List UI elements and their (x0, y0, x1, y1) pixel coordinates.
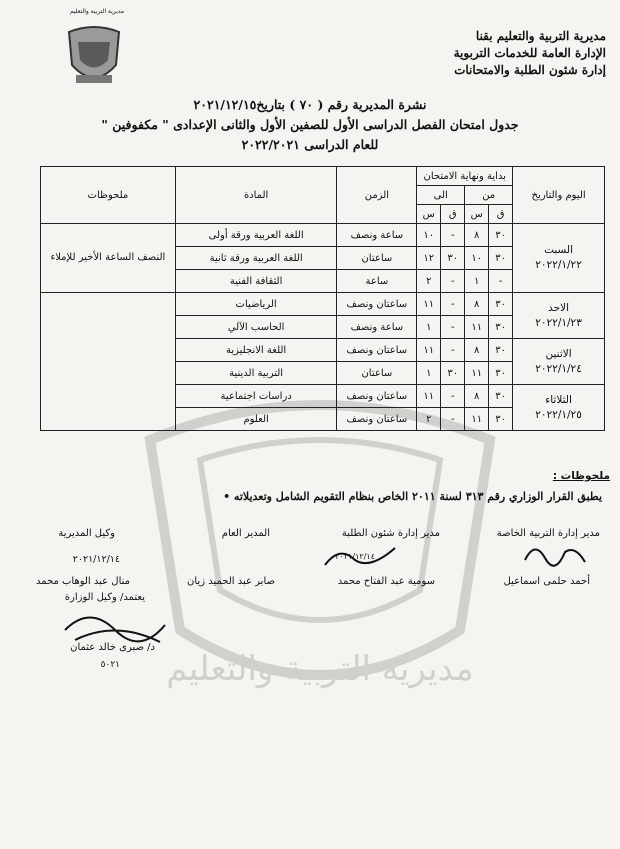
svg-text:مديرية التربية والتعليم: مديرية التربية والتعليم (166, 649, 474, 689)
header-start-end: بداية ونهاية الامتحان (417, 167, 513, 186)
duration: ساعتان ونصف (337, 385, 417, 408)
footer-number: ٥٠٢١ (100, 660, 120, 670)
header-notes: ملحوظات (41, 167, 176, 224)
day-date: ٢٠٢٢/١/٢٢ (535, 259, 582, 271)
signature-title: مدير إدارة شئون الطلبة (341, 528, 440, 539)
subject: التربية الدينية (175, 362, 337, 385)
subject: اللغة العربية ورقة أولى (175, 224, 337, 247)
ministry-logo-icon (64, 20, 124, 90)
duration: ساعتان ونصف (337, 408, 417, 431)
day-date: ٢٠٢٢/١/٢٤ (535, 362, 582, 375)
to-s: ١١ (417, 385, 441, 408)
signature-title: المدير العام (221, 528, 270, 539)
header-line-1: مديرية التربية والتعليم بقنا (475, 29, 606, 43)
header-from-s: س (465, 205, 489, 224)
to-s: ١٢ (417, 247, 441, 270)
signature-name: أحمد حلمى اسماعيل (503, 576, 590, 587)
subject: الرياضيات (175, 293, 337, 316)
to-q: - (441, 385, 465, 408)
from-s: ١١ (465, 362, 489, 385)
signature-title: وكيل المديرية (58, 528, 115, 539)
from-q: ٣٠ (489, 316, 513, 339)
to-q: - (441, 270, 465, 293)
subject: دراسات اجتماعية (175, 385, 337, 408)
to-q: ٣٠ (441, 362, 465, 385)
header-line-2: الإدارة العامة للخدمات التربوية (453, 46, 606, 60)
header-to: الى (417, 186, 465, 205)
from-q: ٣٠ (489, 339, 513, 362)
day-cell (513, 293, 605, 339)
subject: الحاسب الآلي (175, 316, 337, 339)
to-q: - (441, 339, 465, 362)
signature-name: سومية عبد الفتاح محمد (337, 576, 435, 587)
to-s: ٢ (417, 408, 441, 431)
from-q: - (489, 270, 513, 293)
duration: ساعة ونصف (337, 316, 417, 339)
day-date: ٢٠٢٢/١/٢٣ (535, 316, 582, 329)
signature-name: منال عبد الوهاب محمد (35, 576, 130, 587)
signature-scribble (60, 600, 170, 650)
duration: ساعتان (337, 362, 417, 385)
signature-title: مدير إدارة التربية الخاصة (496, 528, 600, 539)
to-q: - (441, 293, 465, 316)
approval-name: د/ صبرى خالد عثمان (70, 642, 155, 653)
approval-date: ٢٠٢١/١٢/١٤ (72, 554, 120, 565)
from-s: ١٠ (465, 247, 489, 270)
to-q: - (441, 316, 465, 339)
to-s: ١ (417, 362, 441, 385)
duration: ساعتان (337, 247, 417, 270)
from-q: ٣٠ (489, 293, 513, 316)
from-s: ٨ (465, 293, 489, 316)
table-row (41, 224, 605, 247)
day-date: ٢٠٢٢/١/٢٥ (535, 408, 582, 421)
exam-schedule-table (40, 166, 605, 431)
schedule-title: جدول امتحان الفصل الدراسى الأول للصفين الأول والثانى الإعدادى " مكفوفين " (101, 117, 519, 132)
duration: ساعة ونصف (337, 224, 417, 247)
day-name: الاثنين (545, 347, 572, 360)
to-q: ٣٠ (441, 247, 465, 270)
header-day-date: اليوم والتاريخ (513, 167, 605, 224)
approval-text: يعتمد/ وكيل الوزارة (64, 592, 145, 603)
approval-date-2: ٢٠٢١/١٢/١٤ (335, 552, 375, 561)
day-name: السبت (544, 244, 574, 256)
header-block (406, 28, 606, 79)
bulletin-title: نشرة المديرية رقم ( ٧٠ ) بتاريخ٢٠٢١/١٢/١٥ (193, 97, 427, 112)
to-s: ١٠ (417, 224, 441, 247)
from-q: ٣٠ (489, 362, 513, 385)
header-subject: المادة (175, 167, 337, 224)
header-from-q: ق (489, 205, 513, 224)
to-s: ١١ (417, 293, 441, 316)
signature-scribble (320, 540, 400, 570)
from-s: ٨ (465, 385, 489, 408)
from-s: ٨ (465, 224, 489, 247)
header-line-3: إدارة شئون الطلبة والامتحانات (454, 63, 606, 77)
school-year-title: للعام الدراسى ٢٠٢٢/٢٠٢١ (241, 137, 379, 152)
from-q: ٣٠ (489, 385, 513, 408)
title-block (60, 95, 560, 155)
header-duration: الزمن (337, 167, 417, 224)
signature-scribble (520, 540, 590, 570)
to-s: ٢ (417, 270, 441, 293)
notes-title: ملحوظات : (552, 470, 610, 482)
day-name: الثلاثاء (545, 393, 572, 406)
signature-name: صابر عبد الحميد زيان (187, 576, 275, 587)
from-s: ١١ (465, 408, 489, 431)
subject: اللغة الانجليزية (175, 339, 337, 362)
from-s: ١ (465, 270, 489, 293)
table-row (41, 293, 605, 316)
note-cell-empty (41, 293, 176, 431)
note-cell: النصف الساعة الأخير للإملاء (41, 224, 176, 293)
header-to-q: ق (441, 205, 465, 224)
day-cell (513, 224, 605, 293)
subject: الثقافة الفنية (175, 270, 337, 293)
duration: ساعتان ونصف (337, 339, 417, 362)
logo-caption: مديرية التربية والتعليم (69, 8, 125, 15)
day-cell (513, 385, 605, 431)
header-from: من (465, 186, 513, 205)
to-s: ١ (417, 316, 441, 339)
from-q: ٣٠ (489, 224, 513, 247)
from-s: ٨ (465, 339, 489, 362)
duration: ساعتان ونصف (337, 293, 417, 316)
day-name: الاحد (548, 301, 570, 314)
day-cell (513, 339, 605, 385)
to-s: ١١ (417, 339, 441, 362)
to-q: - (441, 224, 465, 247)
from-q: ٣٠ (489, 247, 513, 270)
subject: اللغة العربية ورقة ثانية (175, 247, 337, 270)
to-q: - (441, 408, 465, 431)
from-s: ١١ (465, 316, 489, 339)
subject: العلوم (175, 408, 337, 431)
notes-line: يطبق القرار الوزاري رقم ٣١٣ لسنة ٢٠١١ الخاص بنظام التقويم الشامل وتعديلاته • (223, 490, 602, 503)
duration: ساعة (337, 270, 417, 293)
header-to-s: س (417, 205, 441, 224)
from-q: ٣٠ (489, 408, 513, 431)
